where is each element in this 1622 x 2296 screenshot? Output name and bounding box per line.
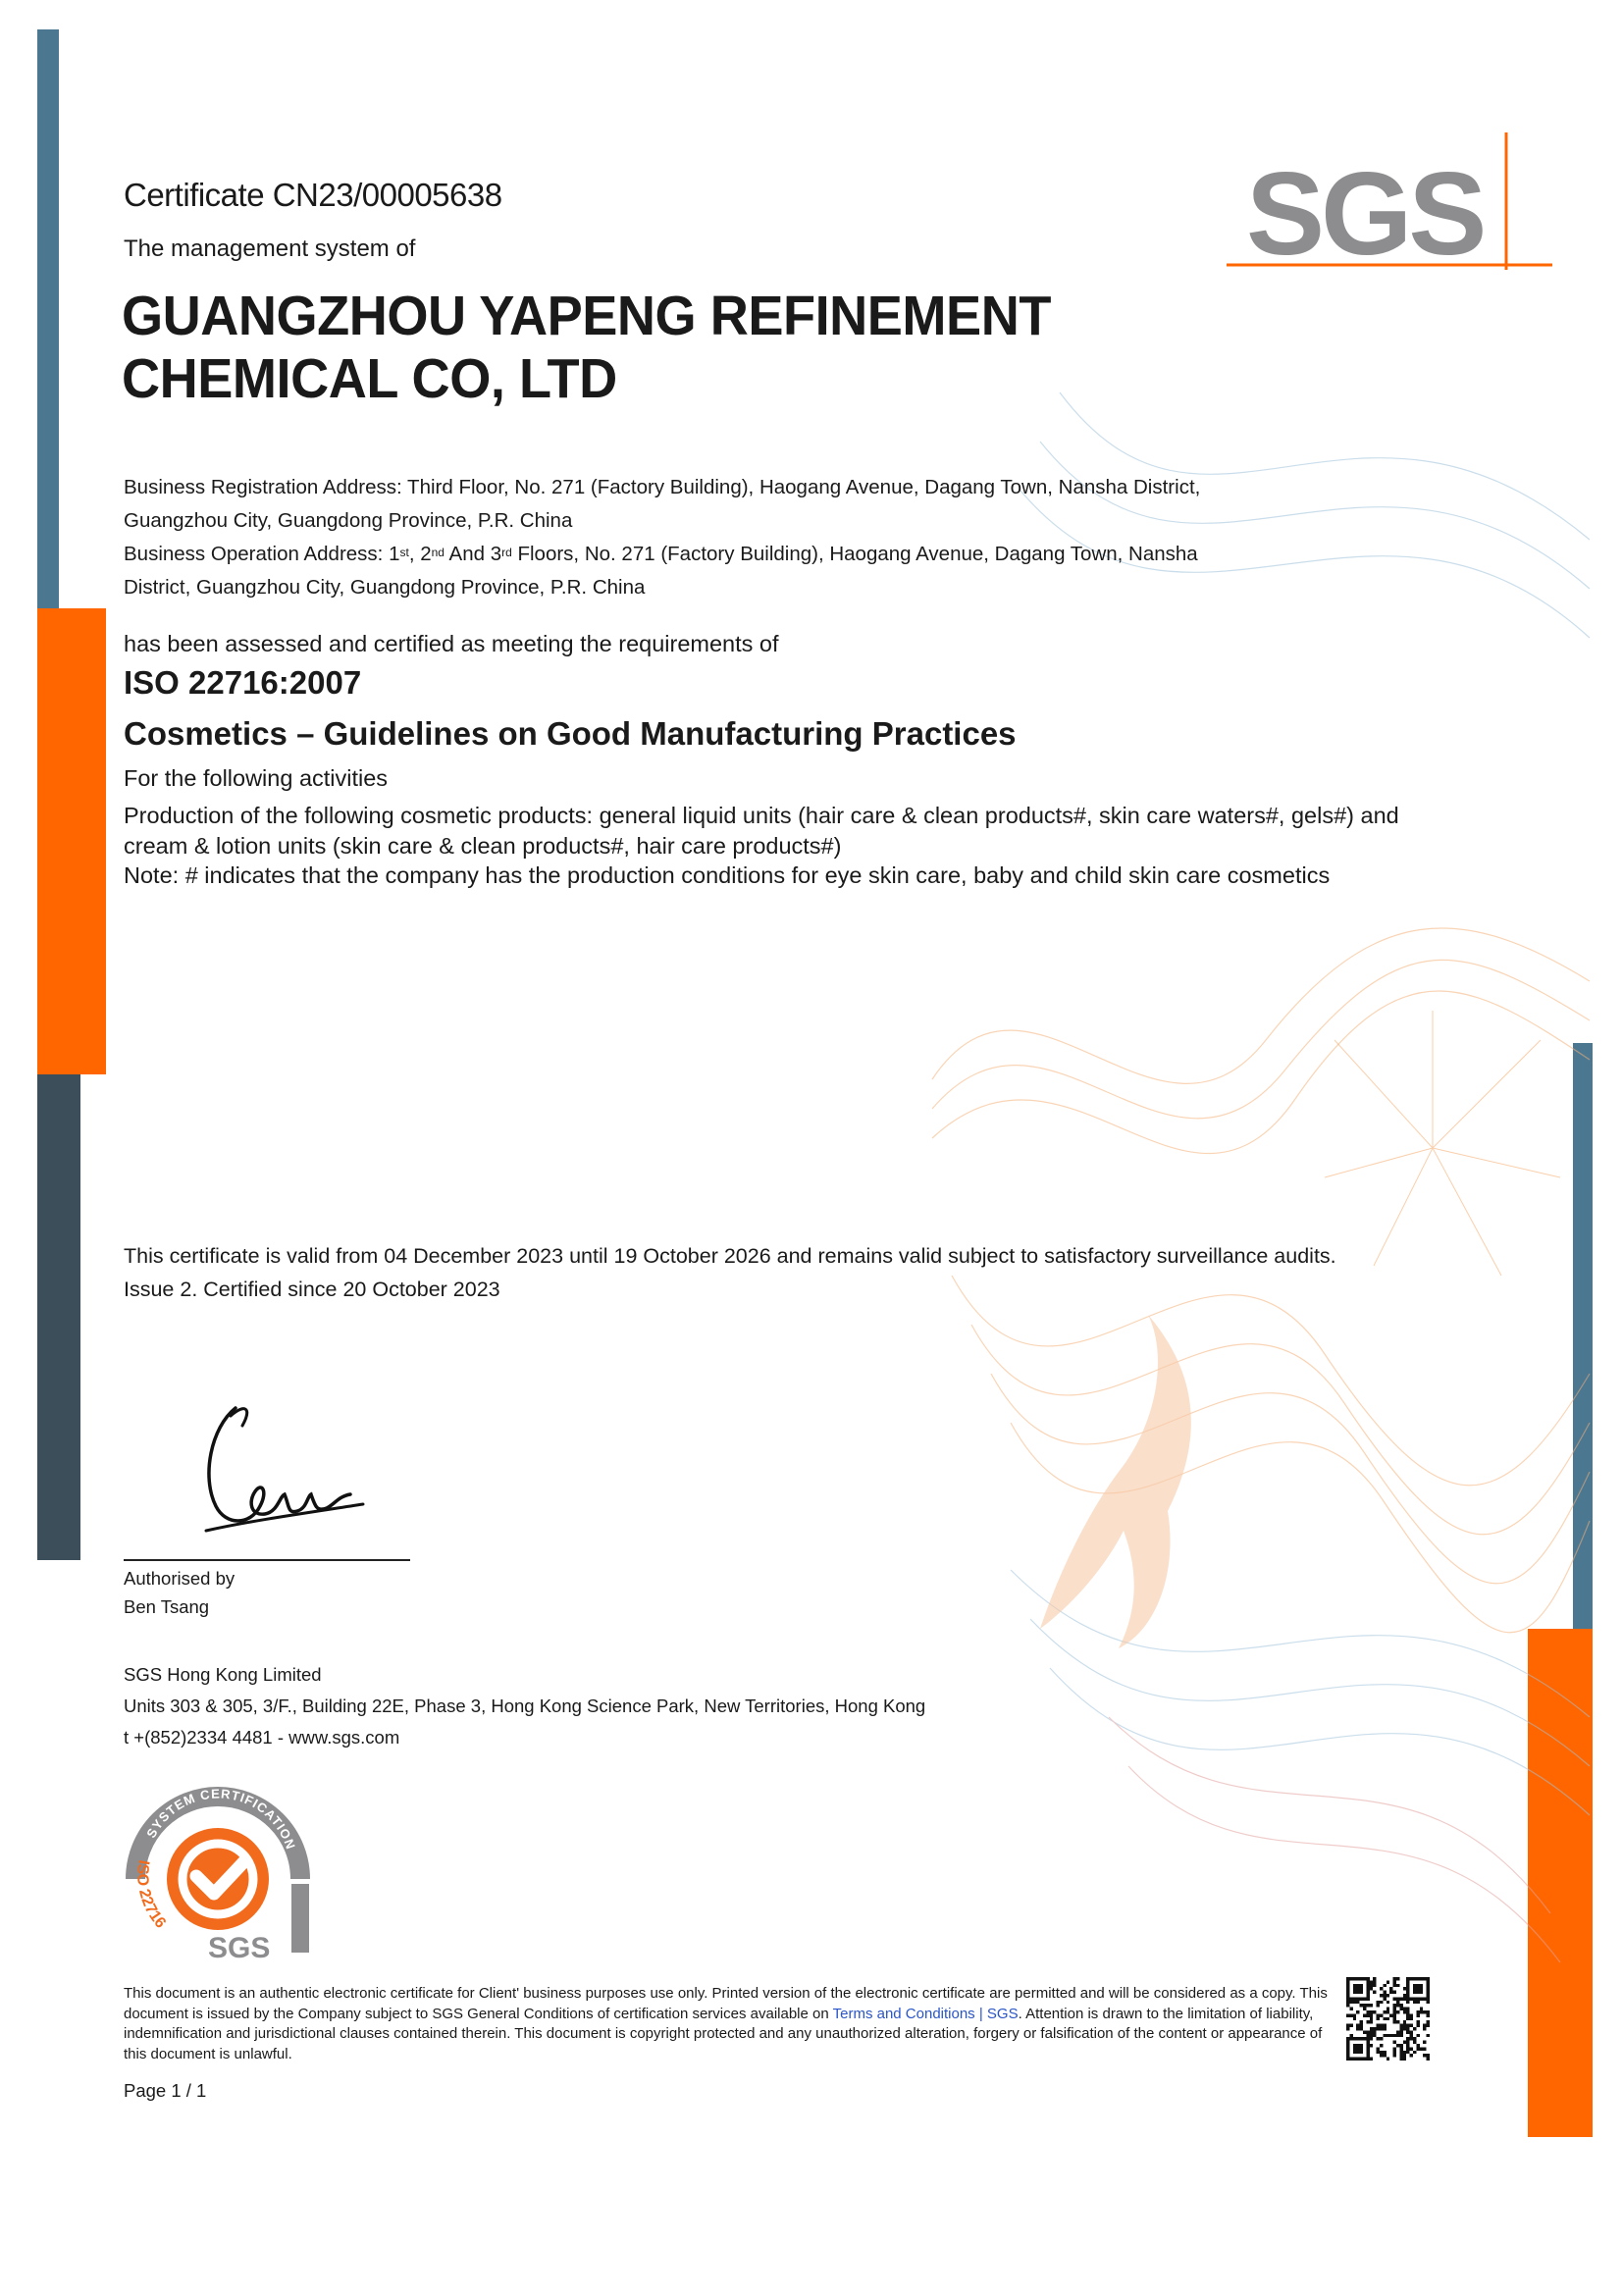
left-bar-orange — [37, 608, 106, 1074]
company-name — [122, 285, 1051, 410]
disclaimer-text: This document is an authentic electronic certificate for Client' business purposes use only. Printed version of the electronic certificate are permitted and will be considered as a copy. This document is issued by the Company subject to SGS General Conditions of certification services available on Terms and Conditions | SGS. Attention is drawn to the limitation of liability, indemnification and jurisdictional clauses contained therein. This document is copyright protected and any unauthorized alteration, forgery or falsification of the content or appearance of this document is unlawful. — [124, 1985, 1328, 2062]
svg-text:ISO 22716: ISO 22716 — [133, 1858, 170, 1932]
svg-text:SGS: SGS — [208, 1932, 271, 1962]
page-number: Page 1 / 1 — [124, 2080, 207, 2101]
sgs-logo — [1227, 132, 1560, 270]
terms-link[interactable]: Terms and Conditions | SGS — [832, 2005, 1019, 2022]
assessed-statement: has been assessed and certified as meeting the requirements of — [124, 631, 779, 656]
company-name-line2: CHEMICAL CO, LTD — [122, 347, 617, 410]
qr-code[interactable] — [1346, 1977, 1430, 2061]
authorised-label: Authorised by — [124, 1568, 235, 1589]
activities-intro: For the following activities — [124, 765, 389, 791]
company-name-line1: GUANGZHOU YAPENG REFINEMENT — [122, 285, 1051, 347]
issuer-address: Units 303 & 305, 3/F., Building 22E, Phase 3, Hong Kong Science Park, New Territories, Hong Kong — [124, 1696, 926, 1716]
operation-address: Business Operation Address: 1st, 2nd And 3rd Floors, No. 271 (Factory Building), Haogang Avenue, Dagang Town, Nansha District, Guangzhou City, Guangdong Province, P.R. China — [124, 543, 1198, 599]
left-bar-slate — [37, 1074, 80, 1560]
authoriser-name: Ben Tsang — [124, 1596, 210, 1617]
intro-text: The management system of — [124, 235, 416, 262]
certificate-number: Certificate CN23/00005638 — [124, 177, 502, 213]
svg-text:SGS: SGS — [1246, 148, 1484, 270]
svg-text:SYSTEM CERTIFICATION: SYSTEM CERTIFICATION — [143, 1786, 299, 1852]
signature-line — [124, 1559, 410, 1561]
issue-text: Issue 2. Certified since 20 October 2023 — [124, 1278, 500, 1301]
validity-text: This certificate is valid from 04 December 2023 until 19 October 2026 and remains valid subject to satisfactory surveillance audits. — [124, 1244, 1336, 1268]
scope-note: Note: # indicates that the company has the production conditions for eye skin care, baby and child skin care cosmetics — [124, 862, 1331, 888]
issuer-contact: t +(852)2334 4481 - www.sgs.com — [124, 1727, 400, 1748]
scope-text: Production of the following cosmetic products: general liquid units (hair care & clean products#, skin care waters#, gels#) and cream & lotion units (skin care & clean products#, hair care products#) — [124, 803, 1399, 859]
iso-certification-badge — [118, 1766, 319, 1962]
standard-code: ISO 22716:2007 — [124, 664, 362, 701]
left-bar-blue — [37, 29, 59, 608]
issuer-name: SGS Hong Kong Limited — [124, 1664, 322, 1685]
standard-title: Cosmetics – Guidelines on Good Manufacturing Practices — [124, 715, 1017, 752]
registration-address: Business Registration Address: Third Floor, No. 271 (Factory Building), Haogang Avenue, Dagang Town, Nansha District, Guangzhou City, Guangdong Province, P.R. China — [124, 476, 1201, 532]
signature — [191, 1388, 388, 1555]
